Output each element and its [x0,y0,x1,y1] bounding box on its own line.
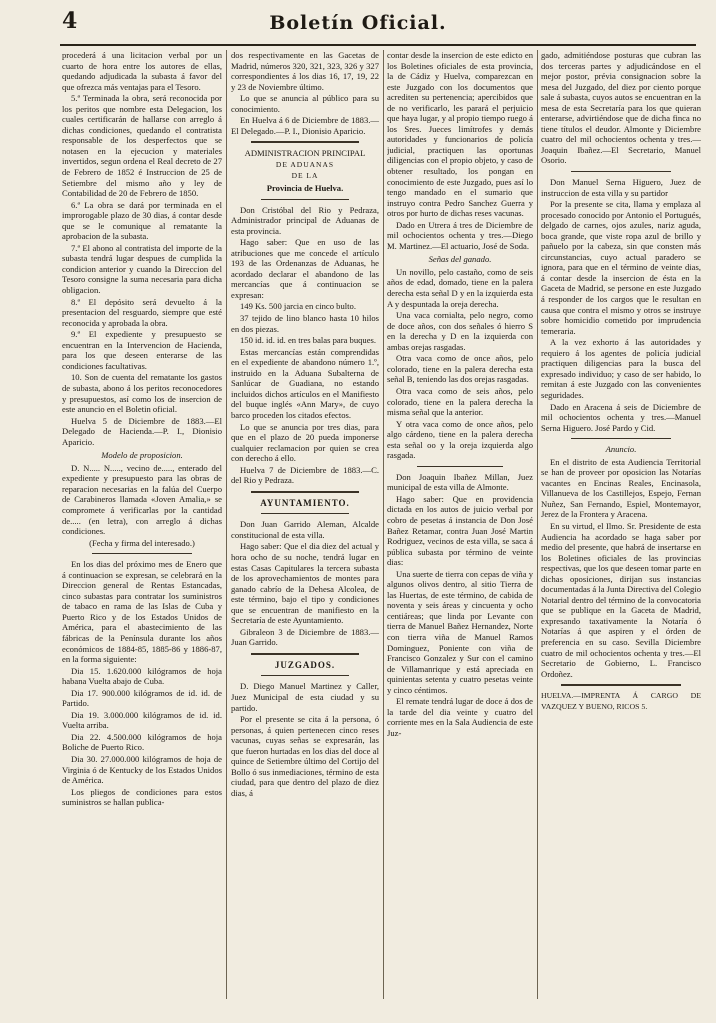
separator-rule [251,491,359,493]
section-heading: JUZGADOS. [274,659,336,670]
paragraph: 10. Son de cuenta del rematante los gastos de subasta, abono á los peritos reconocedores y presupuestos, así como los de insercion de este anuncio en el Boletin oficial. [62,372,222,415]
section-heading: Modelo de proposicion. [101,450,183,461]
paragraph: Una vaca cornialta, pelo negro, como de doce años, con dos señales ó hierro S en la derecha y D en la izquierda con ambas orejas rasgadas. [387,310,533,352]
column-divider [226,50,227,999]
paragraph: Dado en Aracena á seis de Diciembre de mil ochocientos ochenta y tres.—Manuel Serna Higuero. José Pardo y Cid. [541,401,701,433]
paragraph: Una suerte de tierra con cepas de viña y algunos olivos dentro, al sitio Tierra de las Huertas, de este término, de cabida de noventa y seis áreas y cincuenta y ocho centiáreas; que linda por Levante con tierra de Manuel Bañez Hernandez, Norte con tierra viña de Manuel Ramos Dominguez, Poniente con viña de Francisco Gonzalez y Sur con el camino de Villamanrique y está apreciada en quinientas setenta y cuatro pesetas veinte y cinco céntimos. [387,568,533,695]
separator-rule [561,684,681,686]
page-number: 4 [62,8,78,34]
paragraph: Hago saber: Que en uso de las atribuciones que me concede el artículo 193 de las Ordenanzas de Aduanas, he acordado declarar el abandono de las mercancías que á continuacion se expresan: [231,237,379,300]
separator-rule [571,171,671,172]
paragraph: Dado en Utrera á tres de Diciembre de mil ochocientos ochenta y tres.—Diego M. Martinez.—El actuario, José de Soda. [387,219,533,251]
paragraph: Hago saber: Que en providencia dictada en los autos de juicio verbal por cobro de pesetas á instancia de Don José Bañez Retamar, contra Juan José Martin Rodriguez, vecinos de esta villa, se saca á pública subasta por término de veinte dias: [387,493,533,568]
paragraph: Don Juan Garrido Aleman, Alcalde constitucional de esta villa. [231,519,379,540]
list-item: Dia 30. 27.000.000 kilógramos de hoja de Virginia ó de Kentucky de los Estados Unidos de América. [62,754,222,786]
separator-rule [417,466,503,467]
paragraph: Un novillo, pelo castaño, como de seis años de edad, domado, tiene en la palera derecha esta señal D y en la izquierda esta A y despuntada la oreja derecha. [387,266,533,309]
paragraph: Otra vaca como de seis años, pelo colorado, tiene en la palera derecha la misma señal que la anterior. [387,385,533,418]
paragraph: Don Joaquin Ibañez Millan, Juez municipal de esta villa de Almonte. [387,471,533,493]
paragraph: Por la presente se cita, llama y emplaza al procesado conocido por Antonio el Portugués, delgado de carnes, ojos azules, nariz aguda, boca grande, que viste ropa azul de brillo y pañuelo por la cabeza, sin que consten más circunstancias, cuyo actual paradero se ignora, para que en el término de veinte dias, á contar desde la insercion de ésta en la Gaceta de Madrid, se persone en este Juzgado á responder de los cargos que le resultan en causa que contra el mismo y otros se instruye sobre homicidio cometido por imprudencia temeraria. [541,199,701,336]
paragraph: Hago saber: Que el dia diez del actual y hora ocho de su noche, tendrá lugar en estas Casas Capitulares la tercera subasta de los aprovechamientos de montes para ganado cabrío de la Dehesa Alcolea, de este término, bajo el tipo y condiciones que se encuentran de manifiesto en la Secretaría de este Ayuntamiento. [231,541,379,626]
column-divider [383,50,384,999]
paragraph: Huelva 7 de Diciembre de 1883.—C. del Rio y Pedraza. [231,464,379,486]
paragraph: En Huelva á 6 de Diciembre de 1883.—El Delegado.—P. I., Dionisio Aparicio. [231,115,379,136]
paragraph: 149 Ks. 500 jarcia en cinco bulto. [240,301,356,312]
paragraph: Lo que se anuncia al público para su conocimiento. [231,93,379,114]
paragraph: El remate tendrá lugar de doce á dos de la tarde del dia veinte y cuatro del corriente mes en la Sala Audiencia de este Juz- [387,696,533,738]
paragraph: Lo que se anuncia por tres dias, para que en el plazo de 20 pueda imponerse cualquier reclamacion por quien se crea con derecho á ello. [231,421,379,464]
section-heading: DE LA [291,171,319,181]
paragraph: En el distrito de esta Audiencia Territorial se han de proveer por oposicion las Notarías vacantes en Encinas Reales, Encinasola, Villanueva de los Castillejos, Espejo, Fernan Nuñez, San Fernando, Espiel, Montemayor, Jerez de la Frontera y Aracena. [541,456,701,520]
paragraph: 6.ª La obra se dará por terminada en el improrogable plazo de 30 dias, á contar desde que se le comunique al rematante la aprobacion de la subasta. [62,199,222,242]
paragraph: 8.ª El depósito será devuelto á la presentacion del resguardo, siempre que esté reconocida y aprobada la obra. [62,296,222,328]
column-4 [541,50,701,1003]
paragraph: procederá á una licitacion verbal por un cuarto de hora entre los autores de ellas, quedando adjudicada la subasta á favor del que ofrezca más ventajas para el Tesoro. [62,50,222,92]
separator-rule [92,553,192,554]
paragraph: A la vez exhorto á las autoridades y requiero á los agentes de policía judicial practiquen diligencias para la busca del expresado individuo; y caso de ser habido, lo remitan á este Juzgado con las convenientes seguridades. [541,337,701,400]
paragraph: Huelva 5 de Diciembre de 1883.—El Delegado de Hacienda.—P. I., Dionisio Aparicio. [62,415,222,447]
paragraph: D. N..... N....., vecino de....., enterado del expediente y presupuesto para las obras de reparacion necesarias en la falúa del Cuerpo de Carabineros llamada «Joven Amalia,» se compromete á verificarlas por la cantidad de..... (en letra), con arreglo á dichas condiciones. [62,462,222,537]
paragraph: Y otra vaca como de once años, pelo algo cárdeno, tiene en la palera derecha esta señal oo y la oreja izquierda algo rasgada. [387,418,533,461]
paragraph: 37 tejido de lino blanco hasta 10 hilos en dos piezas. [231,313,379,334]
paragraph: En los dias del próximo mes de Enero que á continuacion se expresan, se celebrará en la Direccion general de Rentas Estancadas, cinco subastas para contratar los suministros de tabaco en rama de las Islas de Cuba y Puerto Rico y de los Estados Unidos de América, para el abastecimiento de las fábricas de la Península durante los años económicos de 1884-85, 1885-86 y 1886-87, en la forma siguiente: [62,559,222,665]
column-3 [387,50,533,1003]
column-2 [231,50,379,1003]
paragraph: D. Diego Manuel Martinez y Caller, Juez Municipal de esta ciudad y su partido. [231,681,379,713]
imprint: HUELVA.—IMPRENTA Á CARGO DE VAZQUEZ Y BUENO, RICOS 5. [541,691,701,711]
masthead-title: Boletín Oficial. [269,12,447,34]
paragraph: En su virtud, el Ilmo. Sr. Presidente de esta Audiencia ha acordado se haga saber por medio del presente, que habrá de insertarse en los Boletines oficiales de las provincias respectivas, que los que deseen tomar parte en dichas oposiciones, dirijan sus instancias documentadas á la Junta Directiva del Colegio Notarial dentro del término de la convocatoria que se publique en la Gaceta de Madrid, expresando taxativamente la Notaría ó Notarías á que aspiren y el órden de preferencia en su caso. Sevilla Diciembre cuatro de mil ochocientos ochenta y tres.—El Secretario de Gobierno, L. Francisco Ordoñez. [541,520,701,679]
paragraph: Por el presente se cita á la persona, ó personas, á quien pertenecen cinco reses vacunas, cuyas señas se expresarán, las que fueron hurtadas en los dias del doce al quince de Setiembre último del Cortijo del Bollo ó sus inmediaciones, término de esta ciudad, para que dentro del plazo de diez dias, á [231,714,379,798]
column-1 [62,50,222,1003]
paragraph: 9.ª El expediente y presupuesto se encuentran en la Intervencion de Hacienda, para los que deseen enterarse de las condiciones facultativas. [62,329,222,371]
list-item: Dia 19. 3.000.000 kilógramos de id. id. Vuelta arriba. [62,709,222,731]
section-heading: DE ADUANAS [275,159,335,169]
header-rule [60,44,696,46]
separator-rule [261,199,349,200]
list-item: Dia 17. 900.000 kilógramos de id. id. de Partido. [62,687,222,709]
paragraph: Los pliegos de condiciones para estos suministros se hallan publica- [62,786,222,808]
paragraph: Estas mercancías están comprendidas en el expediente de abandono número 1.º, instruido en la Aduana Subalterna de Sanlúcar de Guadiana, no estando incluidos dichos artículos en el Manifiesto del buque inglés «Ann Mary», de cuyo barco proceden los citados efectos. [231,346,379,420]
paragraph: gado, admitiéndose posturas que cubran las dos terceras partes y adjudicándose en el mejor postor, prévia consignacion sobre la mesa del Juzgado, del diez por ciento porque sale á subasta, cuyos autos se encuentran en la mesa de esta Secretaría para los que quieran enterarse, advirtiéndose que de dicha finca no tiene títulos el deudor. Almonte y Diciembre cuatro del mil ochocientos ochenta y tres.—Joaquin Ibañez.—El Secretario, Manuel Osorio. [541,50,701,166]
section-heading: Provincia de Huelva. [266,183,344,194]
section-heading: Señas del ganado. [428,254,492,265]
section-heading: AYUNTAMIENTO. [260,497,350,508]
paragraph: 150 id. id. id. en tres balas para buques. [240,335,377,346]
list-item: Dia 22. 4.500.000 kilógramos de hoja Boliche de Puerto Rico. [62,731,222,753]
paragraph: 5.ª Terminada la obra, será reconocida por los peritos que nombre esta Delegacion, los cuales certificarán de hallarse con arreglo á dichas condiciones, quedando el contratista responsable de los desperfectos que se notasen en la ejecucion y materiales invertidos, segun ordena el Real decreto de 27 de Febrero de 1852 é Instruccion de 25 de Setiembre del mismo año y ley de Contabilidad de 20 de Febrero de 1850. [62,93,222,199]
separator-rule [571,438,671,439]
section-heading: Anuncio. [605,444,637,455]
paragraph: Don Manuel Serna Higuero, Juez de instruccion de esta villa y su partidor [541,177,701,198]
column-divider [537,50,538,999]
paragraph: contar desde la insercion de este edicto en los Boletines oficiales de esta provincia, la de Cádiz y Huelva, comparezcan en este Juzgado con los documentos que acrediten su pertenencia; apercibidos que de no verificarlo, les parará el perjuicio que haya lugar, y al propio tiempo ruego á los Sres. Jueces limítrofes y demás autoridades y funcionarios de policía judicial, practiquen las oportunas diligencias con el propio objeto, y caso de obtener resultado, los pongan en conocimiento de este Juzgado, pues así lo tengo mandado en el sumario que instruyo contra Pedro Sanchez Guerra y otros por hurto de dichas reses vacunas. [387,50,533,219]
paragraph: Otra vaca como de once años, pelo colorado, tiene en la palera derecha esta señal B, teniendo las dos orejas rasgadas. [387,353,533,385]
list-item: Dia 15. 1.620.000 kilógramos de hoja habana Vuelta abajo de Cuba. [62,665,222,687]
separator-rule [251,653,359,655]
separator-rule [261,513,349,514]
separator-rule [251,141,359,143]
paragraph: Don Cristóbal del Rio y Pedraza, Administrador principal de Aduanas de esta provincia. [231,204,379,236]
paragraph: dos respectivamente en las Gacetas de Madrid, números 320, 321, 323, 326 y 327 correspondientes á los dias 16, 17, 19, 22 y 23 de Noviembre último. [231,50,379,92]
paragraph: 7.ª El abono al contratista del importe de la subasta tendrá lugar despues de cumplida la condicion anterior y cuando la Direccion del Tesoro consigne la suma necesaria para dicha obligacion. [62,242,222,296]
paragraph: (Fecha y firma del interesado.) [89,537,195,548]
section-heading: ADMINISTRACION PRINCIPAL [244,148,366,159]
separator-rule [261,675,349,676]
paragraph: Gibraleon 3 de Diciembre de 1883.—Juan Garrido. [231,626,379,648]
